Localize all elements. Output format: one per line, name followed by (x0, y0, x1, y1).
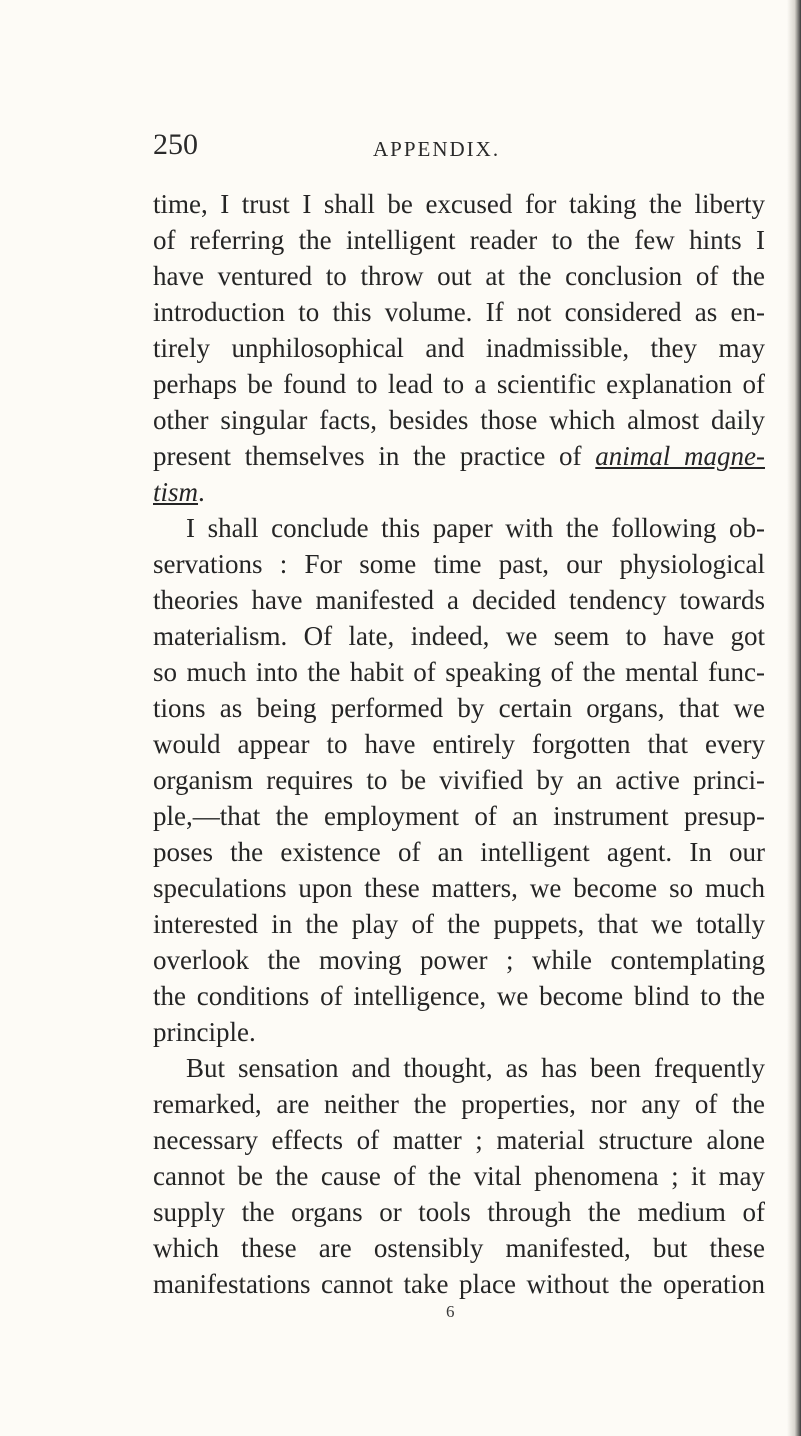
italic-term: tism (153, 477, 199, 507)
text-line: other singular facts, besides those which almost daily (153, 405, 765, 435)
signature-mark: 6 (446, 1302, 455, 1321)
text-line: necessary effects of matter ; material structure alone (153, 1125, 765, 1155)
text-run: present themselves in the practice of (153, 441, 596, 471)
running-head: APPENDIX. (373, 137, 501, 161)
text-line: manifestations cannot take place without the operation (153, 1269, 765, 1299)
text-line: have ventured to throw out at the conclusion of the (153, 261, 765, 291)
text-line: theories have manifested a decided tendency towards (153, 585, 765, 615)
text-line: of referring the intelligent reader to the few hints I (153, 225, 765, 255)
text-line (153, 474, 765, 510)
text-line: would appear to have entirely forgotten that every (153, 729, 765, 759)
text-line: cannot be the cause of the vital phenomena ; it may (153, 1161, 765, 1191)
text-line: introduction to this volume. If not considered as en- (153, 297, 765, 327)
text-line (153, 438, 765, 474)
text-line: overlook the moving power ; while contemplating (153, 945, 765, 975)
text-line: tirely unphilosophical and inadmissible, they may (153, 333, 765, 363)
text-line: poses the existence of an intelligent agent. In our (153, 837, 765, 867)
text-line: servations : For some time past, our physiological (153, 549, 765, 579)
text-line: the conditions of intelligence, we become blind to the (153, 981, 765, 1011)
page-number: 250 (153, 128, 198, 161)
text-line: time, I trust I shall be excused for taking the liberty (153, 189, 765, 219)
text-line: which these are ostensibly manifested, but these (153, 1233, 765, 1263)
text-line: perhaps be found to lead to a scientific explanation of (153, 369, 765, 399)
text-line: interested in the play of the puppets, that we totally (153, 909, 765, 939)
italic-term: animal magne- (595, 441, 765, 471)
text-line: But sensation and thought, as has been frequently (186, 1053, 765, 1083)
text-line: principle. (153, 1017, 256, 1047)
text-line: I shall conclude this paper with the following ob- (186, 513, 765, 543)
text-line: ple,—that the employment of an instrument presup- (153, 801, 765, 831)
page-edge-shadow (787, 0, 801, 1436)
text-run: . (198, 477, 205, 507)
text-line: organism requires to be vivified by an active princi- (153, 765, 765, 795)
text-line: materialism. Of late, indeed, we seem to have got (153, 621, 765, 651)
text-line: supply the organs or tools through the medium of (153, 1197, 765, 1227)
text-line: speculations upon these matters, we become so much (153, 873, 765, 903)
text-line: remarked, are neither the properties, nor any of the (153, 1089, 765, 1119)
text-line: tions as being performed by certain organs, that we (153, 693, 765, 723)
text-line: so much into the habit of speaking of the mental func- (153, 657, 765, 687)
